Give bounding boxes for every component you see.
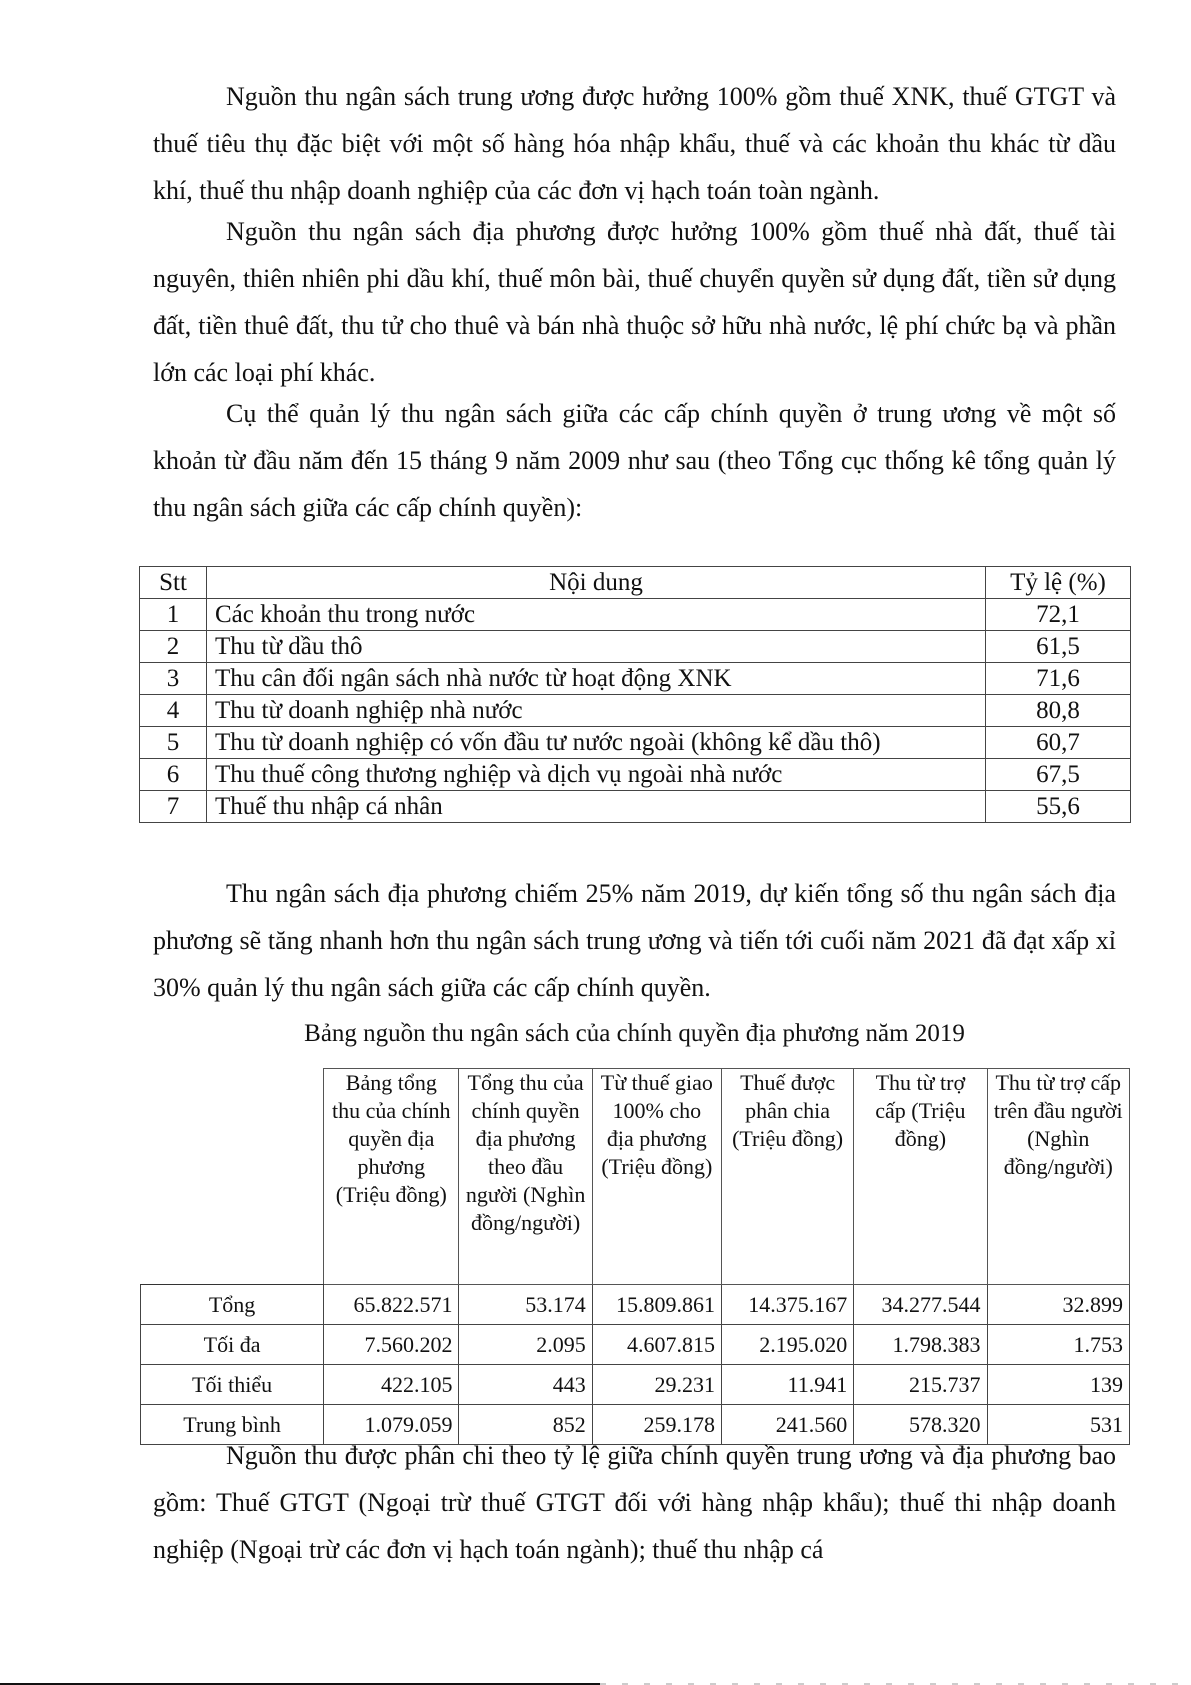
text-line: sử dụng đất, tiền thuê đất, thu tử cho thuê và bán nhà thuộc sở hữu nhà nước, lệ phí [153, 264, 1116, 340]
header-ratio: Tỷ lệ (%) [986, 567, 1131, 599]
cell-value: 4.607.815 [592, 1325, 721, 1365]
table-row [140, 663, 1131, 695]
cell-value: 65.822.571 [324, 1285, 459, 1325]
cell-content: Thu từ doanh nghiệp có vốn đầu tư nước ngoài (không kể dầu thô) [207, 727, 986, 759]
table-row [140, 791, 1131, 823]
cell-ratio: 80,8 [986, 695, 1131, 727]
cell-value: 11.941 [721, 1365, 853, 1405]
text-line: GTGT và thuế tiêu thụ đặc biệt với một số hàng hóa nhập khẩu, thuế và các khoản [153, 82, 1117, 158]
local-revenue-table [140, 1068, 1130, 1445]
text-line: chức bạ và phần lớn các loại phí khác. [153, 311, 1116, 387]
table-row [140, 631, 1131, 663]
text-line: 2021 đã đạt xấp xỉ 30% quản lý thu ngân sách giữa các cấp chính quyền. [153, 926, 1117, 1002]
cell-ratio: 55,6 [986, 791, 1131, 823]
text-line: nguyên, thiên nhiên phi dầu khí, thuế môn bài, thuế chuyển quyền sử dụng đất, tiền [153, 264, 1026, 293]
cell-value: 14.375.167 [721, 1285, 853, 1325]
header-content: Nội dung [207, 567, 986, 599]
cell-stt: 1 [140, 599, 207, 631]
cell-stt: 6 [140, 759, 207, 791]
header-empty [141, 1069, 324, 1285]
cell-value: 443 [459, 1365, 592, 1405]
cell-value: 32.899 [987, 1285, 1130, 1325]
paragraph-shared-revenue [153, 1432, 1116, 1573]
cell-content: Thu cân đối ngân sách nhà nước từ hoạt động XNK [207, 663, 986, 695]
text-line: quản lý thu ngân sách giữa các cấp chính quyền): [153, 446, 1117, 522]
cell-value: 578.320 [854, 1405, 987, 1445]
row-label: Trung bình [141, 1405, 324, 1445]
text-line: khoản từ đầu năm đến 15 tháng 9 năm 2009 như sau (theo Tổng cục thống kê tổng [153, 446, 1030, 475]
header-total-revenue: Bảng tổng thu của chính quyền địa phương (Triệu đồng) [324, 1069, 459, 1285]
text-line: phương bao gồm: Thuế GTGT (Ngoại trừ thuế GTGT đối với hàng nhập khẩu); thuế [153, 1441, 1116, 1517]
table-row [140, 727, 1131, 759]
text-line: Cụ thể quản lý thu ngân sách giữa các cấp chính quyền ở trung ương về một số [226, 399, 1116, 428]
row-label: Tổng [141, 1285, 324, 1325]
table-row [141, 1325, 1130, 1365]
cell-value: 215.737 [854, 1365, 987, 1405]
paragraph-local-revenue-share [153, 870, 1116, 1011]
cell-value: 1.753 [987, 1325, 1130, 1365]
row-label: Tối thiểu [141, 1365, 324, 1405]
paragraph-central-budget-revenue [153, 73, 1116, 214]
header-subsidy: Thu từ trợ cấp (Triệu đồng) [854, 1069, 987, 1285]
table-row [140, 759, 1131, 791]
cell-value: 139 [987, 1365, 1130, 1405]
cell-value: 1.798.383 [854, 1325, 987, 1365]
cell-value: 531 [987, 1405, 1130, 1445]
cell-value: 422.105 [324, 1365, 459, 1405]
header-100pct-tax: Từ thuế giao 100% cho địa phương (Triệu đồng) [592, 1069, 721, 1285]
cell-stt: 7 [140, 791, 207, 823]
header-subsidy-per-capita: Thu từ trợ cấp trên đầu người (Nghìn đồng/người) [987, 1069, 1130, 1285]
cell-value: 29.231 [592, 1365, 721, 1405]
cell-content: Thu từ dầu thô [207, 631, 986, 663]
header-stt: Stt [140, 567, 207, 599]
cell-value: 1.079.059 [324, 1405, 459, 1445]
text-line: thi nhập doanh nghiệp (Ngoại trừ các đơn vị hạch toán ngành); thuế thu nhập cá [153, 1488, 1117, 1564]
cell-stt: 3 [140, 663, 207, 695]
cell-ratio: 67,5 [986, 759, 1131, 791]
text-line: Thu ngân sách địa phương chiếm 25% năm 2019, dự kiến tổng số thu ngân [226, 879, 1023, 908]
paragraph-management-detail [153, 390, 1116, 531]
cell-content: Thu từ doanh nghiệp nhà nước [207, 695, 986, 727]
cell-value: 7.560.202 [324, 1325, 459, 1365]
table-row [141, 1285, 1130, 1325]
cell-value: 53.174 [459, 1285, 592, 1325]
table-row [141, 1365, 1130, 1405]
header-shared-tax: Thuế được phân chia (Triệu đồng) [721, 1069, 853, 1285]
cell-value: 15.809.861 [592, 1285, 721, 1325]
table-row [140, 599, 1131, 631]
header-revenue-per-capita: Tổng thu của chính quyền địa phương theo đầu người (Nghìn đồng/người) [459, 1069, 592, 1285]
cell-content: Các khoản thu trong nước [207, 599, 986, 631]
cell-ratio: 60,7 [986, 727, 1131, 759]
text-line: sách địa phương sẽ tăng nhanh hơn thu ngân sách trung ương và tiến tới cuối năm [153, 879, 1117, 955]
text-line: Nguồn thu được phân chi theo tỷ lệ giữa chính quyền trung ương và địa [226, 1441, 984, 1470]
text-line: Nguồn thu ngân sách trung ương được hưởng 100% gồm thuế XNK, thuế [226, 82, 1008, 111]
table-caption: Bảng nguồn thu ngân sách của chính quyền địa phương năm 2019 [304, 1020, 965, 1047]
cell-ratio: 71,6 [986, 663, 1131, 695]
paragraph-local-budget-revenue [153, 208, 1116, 396]
text-line: thu khác từ dầu khí, thuế thu nhập doanh nghiệp của các đơn vị hạch toán toàn ngành. [153, 129, 1116, 205]
cell-stt: 2 [140, 631, 207, 663]
row-label: Tối đa [141, 1325, 324, 1365]
cell-value: 34.277.544 [854, 1285, 987, 1325]
cell-value: 2.195.020 [721, 1325, 853, 1365]
cell-ratio: 72,1 [986, 599, 1131, 631]
cell-value: 2.095 [459, 1325, 592, 1365]
table-row [140, 695, 1131, 727]
cell-stt: 4 [140, 695, 207, 727]
cell-value: 259.178 [592, 1405, 721, 1445]
table-header-row [140, 567, 1131, 599]
text-line: Nguồn thu ngân sách địa phương được hưởng 100% gồm thuế nhà đất, thuế tài [226, 217, 1116, 246]
cell-value: 241.560 [721, 1405, 853, 1445]
cell-content: Thu thuế công thương nghiệp và dịch vụ ngoài nhà nước [207, 759, 986, 791]
table-header-row [141, 1069, 1130, 1285]
revenue-ratio-table [139, 566, 1131, 823]
cell-content: Thuế thu nhập cá nhân [207, 791, 986, 823]
cell-ratio: 61,5 [986, 631, 1131, 663]
cell-value: 852 [459, 1405, 592, 1445]
cell-stt: 5 [140, 727, 207, 759]
